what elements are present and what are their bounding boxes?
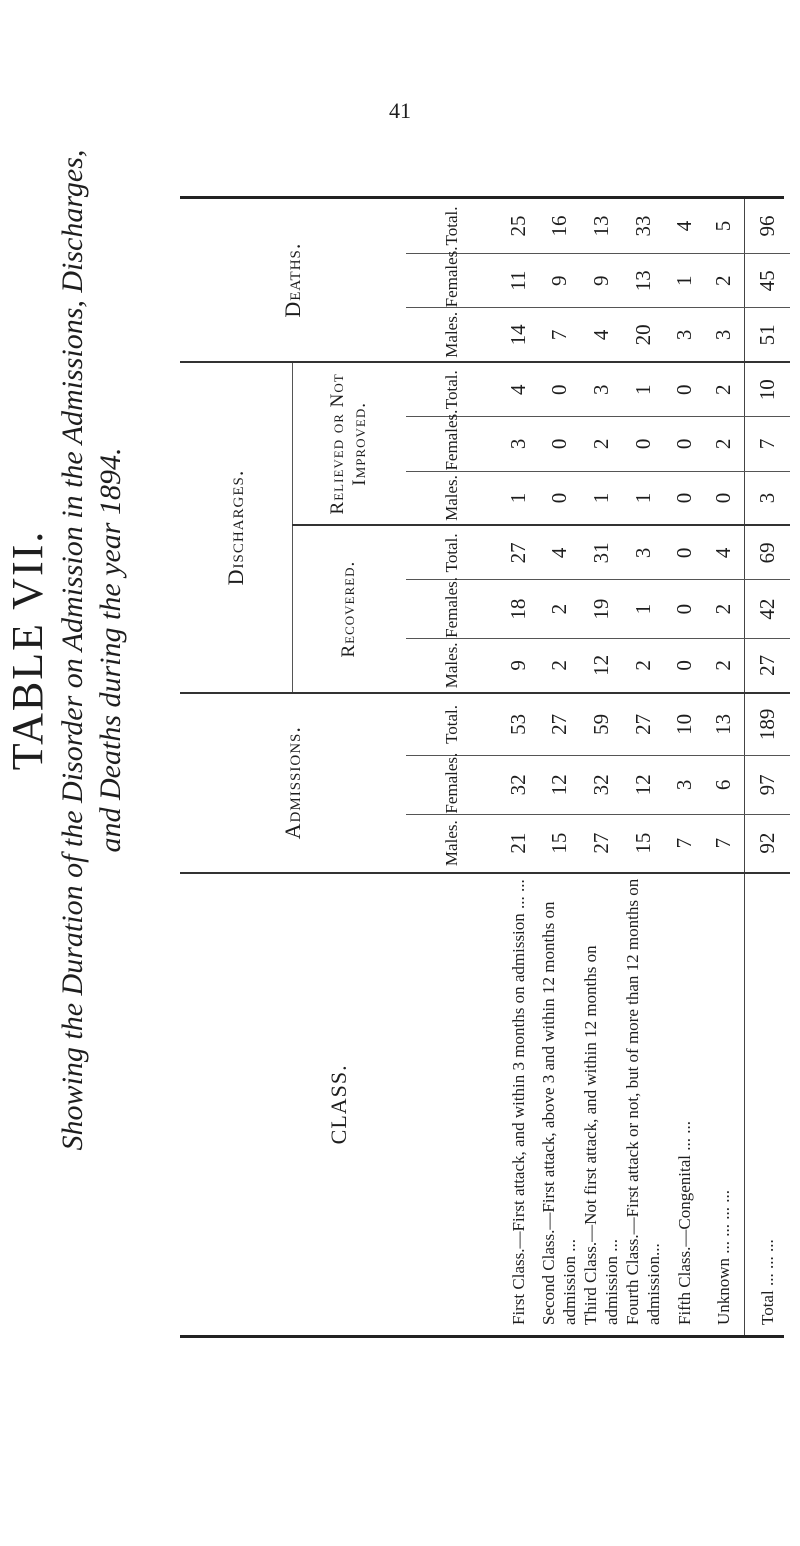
cell-value: 2 (704, 580, 744, 639)
cell-value: 0 (664, 580, 704, 639)
cell-value: 12 (580, 638, 622, 692)
cell-value: 3 (664, 308, 704, 362)
class-label: Total ... ... ... (744, 873, 790, 1335)
cell-value: 9 (498, 638, 538, 692)
cell-value: 27 (580, 814, 622, 873)
cell-value: 3 (744, 471, 790, 525)
cell-value: 27 (498, 525, 538, 579)
statistics-table-frame (180, 196, 784, 1338)
cell-value: 0 (538, 471, 580, 525)
col-relieved-females: Females. (406, 417, 498, 471)
class-header: CLASS. (326, 1064, 351, 1145)
table-subtitle-line1: Showing the Duration of the Disorder on Admission in the Admissions, Discharges, (56, 149, 89, 1151)
cell-value: 3 (704, 308, 744, 362)
cell-value: 3 (664, 756, 704, 815)
table-row (498, 199, 538, 1335)
cell-value: 32 (498, 756, 538, 815)
cell-value: 4 (580, 308, 622, 362)
recovered-header: Recovered. (292, 525, 406, 692)
cell-value: 19 (580, 580, 622, 639)
cell-value: 0 (538, 417, 580, 471)
cell-value: 6 (704, 756, 744, 815)
cell-value: 96 (744, 199, 790, 253)
cell-value: 1 (580, 471, 622, 525)
cell-value: 1 (664, 253, 704, 307)
cell-value: 2 (580, 417, 622, 471)
class-label: Fifth Class.—Congenital ... ... (674, 1121, 694, 1325)
cell-value: 1 (622, 471, 664, 525)
col-admissions-total: Total. (406, 693, 498, 756)
col-relieved-males: Males. (406, 471, 498, 525)
cell-value: 20 (622, 308, 664, 362)
cell-value: 10 (744, 362, 790, 416)
col-deaths-males: Males. (406, 308, 498, 362)
cell-value: 51 (744, 308, 790, 362)
cell-value: 4 (664, 199, 704, 253)
cell-value: 2 (704, 417, 744, 471)
cell-value: 69 (744, 525, 790, 579)
cell-value: 97 (744, 756, 790, 815)
cell-value: 14 (498, 308, 538, 362)
cell-value: 7 (538, 308, 580, 362)
cell-value: 12 (622, 756, 664, 815)
table-row (664, 199, 704, 1335)
table-subtitle-line2: and Deaths during the year 1894. (94, 447, 127, 853)
col-admissions-males: Males. (406, 814, 498, 873)
cell-value: 2 (622, 638, 664, 692)
relieved-header: Relieved or Not Improved. (292, 362, 406, 525)
page-number: 41 (389, 98, 411, 123)
col-recovered-total: Total. (406, 525, 498, 579)
cell-value: 2 (704, 362, 744, 416)
class-label: Third Class.—Not first attack, and within 12 months on admission ... (581, 945, 621, 1325)
cell-value: 25 (498, 199, 538, 253)
cell-value: 2 (704, 253, 744, 307)
cell-value: 13 (704, 693, 744, 756)
cell-value: 7 (704, 814, 744, 873)
cell-value: 2 (538, 638, 580, 692)
cell-value: 13 (580, 199, 622, 253)
class-label: First Class.—First attack, and within 3 months on admission ... ... (508, 879, 528, 1325)
cell-value: 9 (580, 253, 622, 307)
cell-value: 15 (622, 814, 664, 873)
statistics-table (180, 199, 790, 1335)
class-label: Fourth Class.—First attack or not, but of more than 12 months on admission... (623, 878, 663, 1325)
cell-value: 3 (622, 525, 664, 579)
table-row (580, 199, 622, 1335)
cell-value: 3 (580, 362, 622, 416)
cell-value: 0 (622, 417, 664, 471)
cell-value: 4 (704, 525, 744, 579)
discharges-header: Discharges. (180, 362, 292, 693)
table-row (704, 199, 744, 1335)
cell-value: 0 (664, 417, 704, 471)
cell-value: 12 (538, 756, 580, 815)
cell-value: 42 (744, 580, 790, 639)
cell-value: 0 (704, 471, 744, 525)
admissions-header: Admissions. (180, 693, 406, 873)
cell-value: 11 (498, 253, 538, 307)
total-row (744, 199, 790, 1335)
cell-value: 32 (580, 756, 622, 815)
class-label: Unknown ... ... ... ... (714, 1189, 734, 1325)
cell-value: 0 (664, 638, 704, 692)
cell-value: 2 (704, 638, 744, 692)
table-title: TABLE VII. (3, 529, 52, 771)
table-row (622, 199, 664, 1335)
cell-value: 16 (538, 199, 580, 253)
cell-value: 9 (538, 253, 580, 307)
cell-value: 18 (498, 580, 538, 639)
col-recovered-females: Females. (406, 580, 498, 639)
cell-value: 7 (664, 814, 704, 873)
cell-value: 27 (622, 693, 664, 756)
col-deaths-total: Total. (406, 199, 498, 253)
col-recovered-males: Males. (406, 638, 498, 692)
cell-value: 33 (622, 199, 664, 253)
table-row (538, 199, 580, 1335)
cell-value: 3 (498, 417, 538, 471)
cell-value: 189 (744, 693, 790, 756)
col-admissions-females: Females. (406, 756, 498, 815)
cell-value: 27 (538, 693, 580, 756)
cell-value: 1 (622, 580, 664, 639)
cell-value: 2 (538, 580, 580, 639)
cell-value: 10 (664, 693, 704, 756)
cell-value: 27 (744, 638, 790, 692)
cell-value: 15 (538, 814, 580, 873)
cell-value: 0 (664, 362, 704, 416)
cell-value: 5 (704, 199, 744, 253)
cell-value: 4 (498, 362, 538, 416)
cell-value: 0 (538, 362, 580, 416)
cell-value: 1 (622, 362, 664, 416)
cell-value: 4 (538, 525, 580, 579)
cell-value: 45 (744, 253, 790, 307)
cell-value: 21 (498, 814, 538, 873)
col-relieved-total: Total. (406, 362, 498, 416)
col-deaths-females: Females. (406, 253, 498, 307)
cell-value: 1 (498, 471, 538, 525)
cell-value: 53 (498, 693, 538, 756)
cell-value: 31 (580, 525, 622, 579)
cell-value: 7 (744, 417, 790, 471)
class-label: Second Class.—First attack, above 3 and within 12 months on admission ... (539, 901, 579, 1325)
cell-value: 13 (622, 253, 664, 307)
deaths-header: Deaths. (180, 199, 406, 362)
cell-value: 0 (664, 525, 704, 579)
cell-value: 59 (580, 693, 622, 756)
cell-value: 92 (744, 814, 790, 873)
cell-value: 0 (664, 471, 704, 525)
